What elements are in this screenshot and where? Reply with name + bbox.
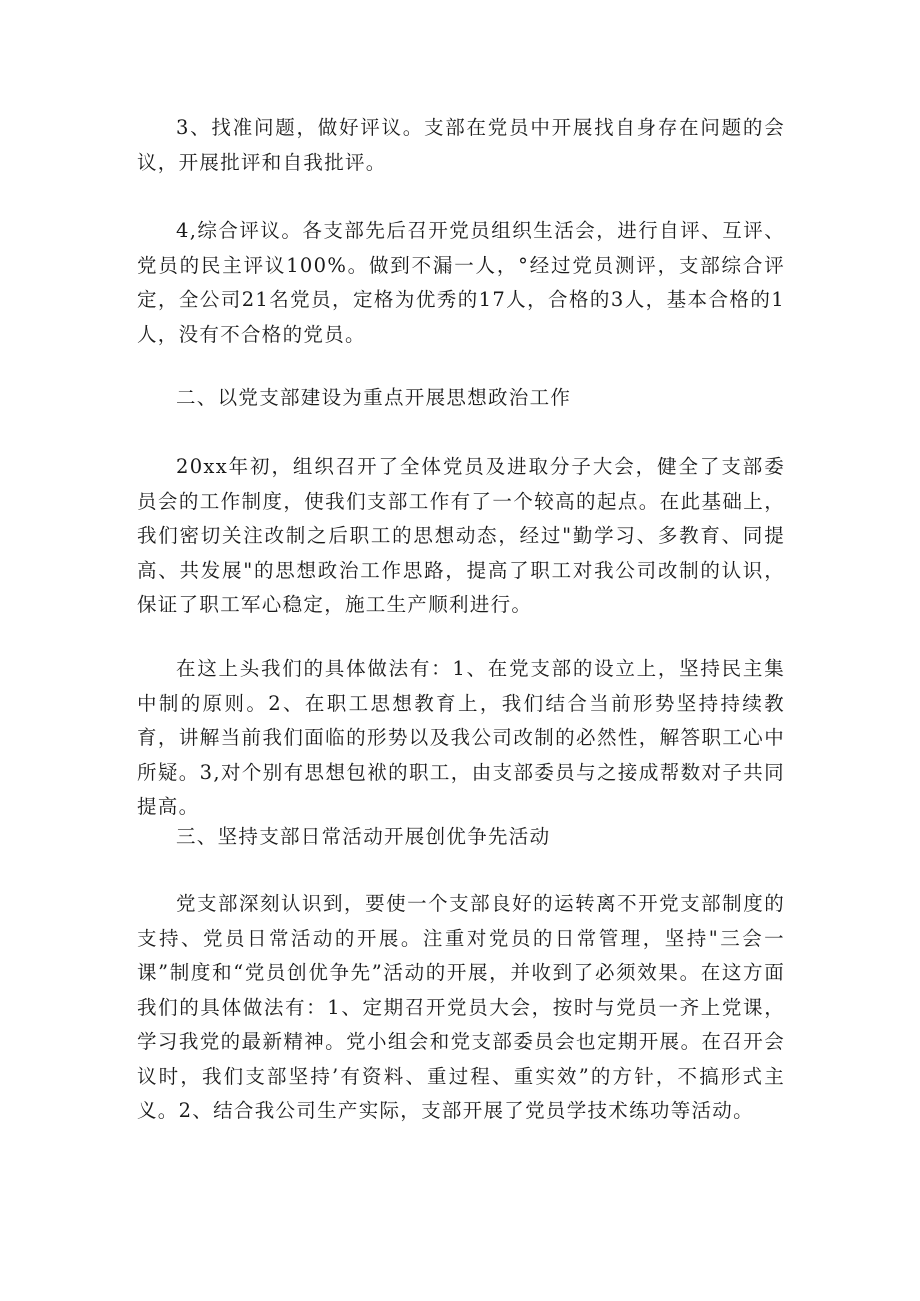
paragraph-branch-daily-activities: 党支部深刻认识到，要使一个支部良好的运转离不开党支部制度的支持、党员日常活动的开展。注重对党员的日常管理，坚持"三会一课”制度和“党员创优争先”活动的开展，并收到了必须效果。在这方面我们的具体做法有：1、定期召开党员大会，按时与党员一齐上党课，学习我党的最新精神。党小组会和党支部委员会也定期开展。在召开会议时，我们支部坚持’有资料、重过程、重实效”的方针，不搞形式主义。2、结合我公司生产实际，支部开展了党员学技术练功等活动。	[137, 892, 785, 1122]
paragraph-item-4-comprehensive-review: 4,综合评议。各支部先后召开党员组织生活会，进行自评、互评、党员的民主评议100%。做到不漏一人，°经过党员测评，支部综合评定，全公司21名党员，定格为优秀的17人，合格的3人，基本合格的1人，没有不合格的党员。	[137, 219, 785, 346]
paragraph-item-3-find-problems: 3、找准问题，做好评议。支部在党员中开展找自身存在问题的会议，开展批评和自我批评。	[137, 116, 785, 174]
paragraph-early-year-meeting: 20xx年初，组织召开了全体党员及进取分子大会，健全了支部委员会的工作制度，使我们支部工作有了一个较高的起点。在此基础上，我们密切关注改制之后职工的思想动态，经过"勤学习、多教育、同提高、共发展"的思想政治工作思路，提高了职工对我公司改制的认识，保证了职工军心稳定，施工生产顺利进行。	[137, 455, 785, 616]
section-heading-3: 三、坚持支部日常活动开展创优争先活动	[176, 825, 551, 848]
paragraph-specific-methods: 在这上头我们的具体做法有：1、在党支部的设立上，坚持民主集中制的原则。2、在职工思想教育上，我们结合当前形势坚持持续教育，讲解当前我们面临的形势以及我公司改制的必然性，解答职工心中所疑。3,对个别有思想包袱的职工，由支部委员与之接成帮数对子共同提高。	[137, 657, 785, 818]
section-heading-2: 二、以党支部建设为重点开展思想政治工作	[176, 386, 572, 409]
